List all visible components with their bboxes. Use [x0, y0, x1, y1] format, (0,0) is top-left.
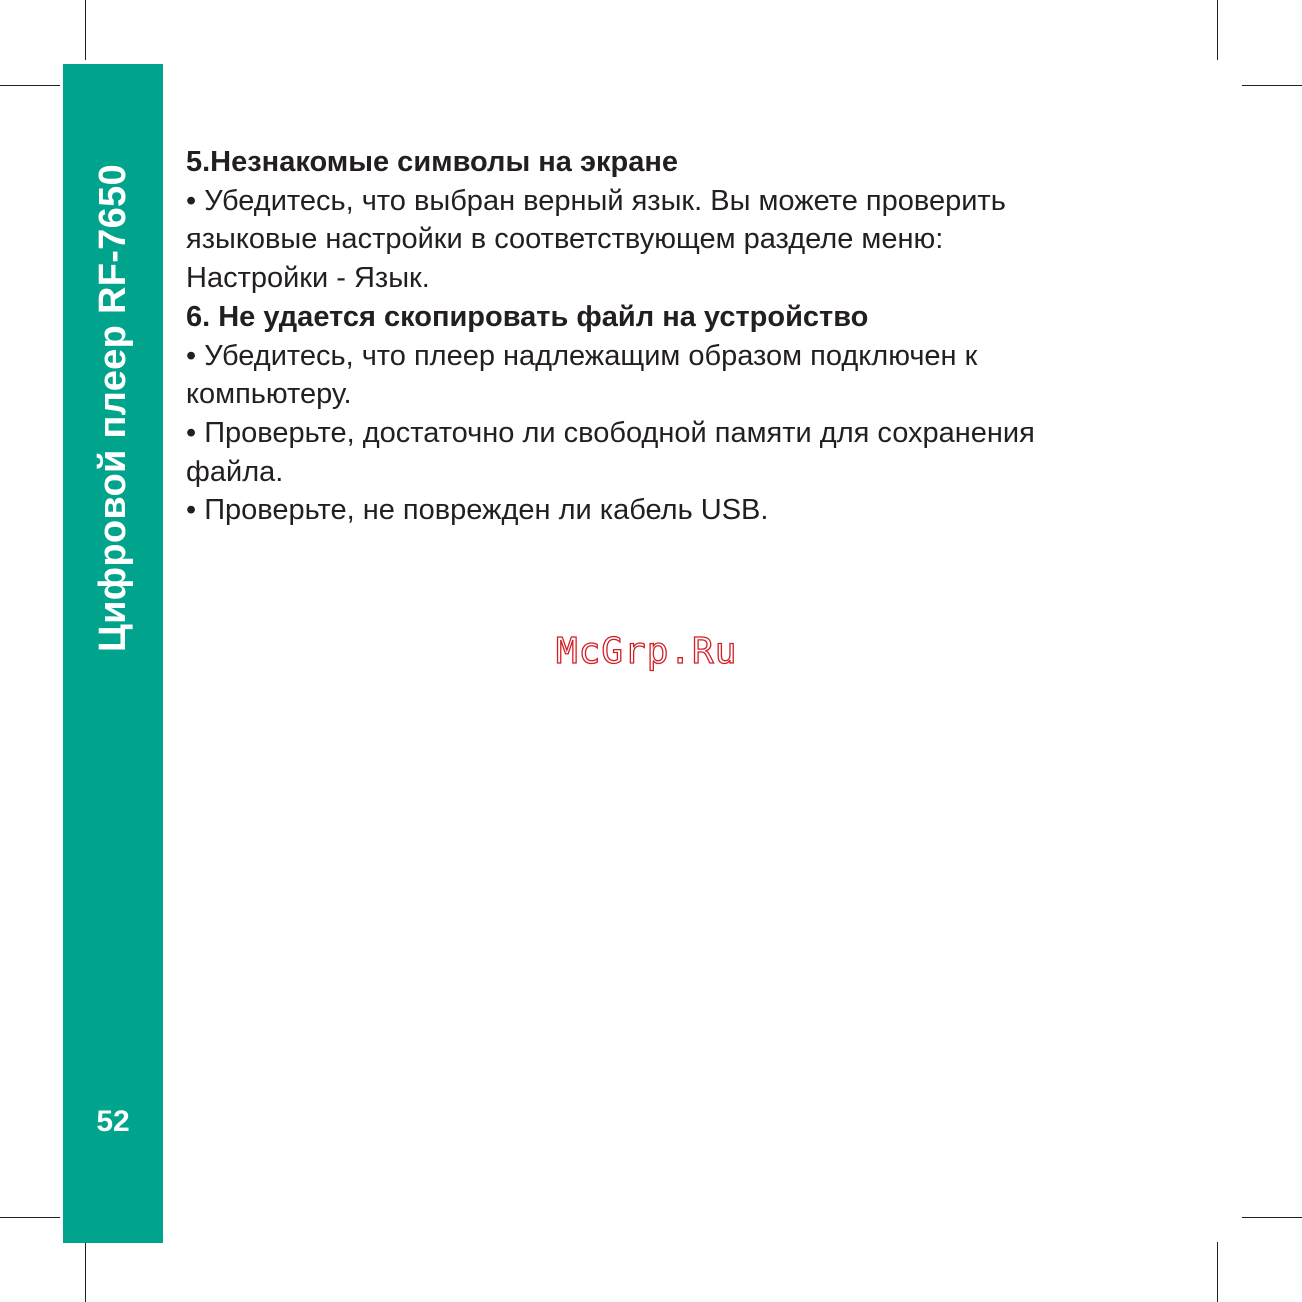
section-heading: 6. Не удается скопировать файл на устройство [186, 300, 869, 333]
crop-mark [0, 1217, 60, 1218]
page-number: 52 [96, 1105, 130, 1138]
crop-mark [1242, 1217, 1302, 1218]
paragraph-line: Настройки - Язык. [186, 262, 430, 295]
paragraph-line: • Убедитесь, что выбран верный язык. Вы можете проверить [186, 184, 1006, 217]
section-heading: 5.Незнакомые символы на экране [186, 146, 678, 178]
manual-text [186, 143, 1186, 530]
paragraph-line: языковые настройки в соответствующем разделе меню: [186, 223, 944, 256]
watermark: McGrp.Ru [556, 631, 738, 672]
paragraph-line: компьютеру. [186, 378, 352, 411]
crop-mark [85, 0, 86, 60]
crop-mark [1217, 1242, 1218, 1302]
paragraph-line: • Проверьте, не поврежден ли кабель USB. [186, 494, 769, 527]
side-title: Цифровой плеер RF-7650 [92, 164, 134, 652]
crop-mark [85, 1242, 86, 1302]
paragraph-line: файла. [186, 455, 284, 488]
paragraph-line: • Убедитесь, что плеер надлежащим образом подключен к [186, 339, 978, 372]
crop-mark [1242, 85, 1302, 86]
paragraph-line: • Проверьте, достаточно ли свободной памяти для сохранения [186, 416, 1035, 449]
crop-mark [0, 85, 60, 86]
crop-mark [1217, 0, 1218, 60]
